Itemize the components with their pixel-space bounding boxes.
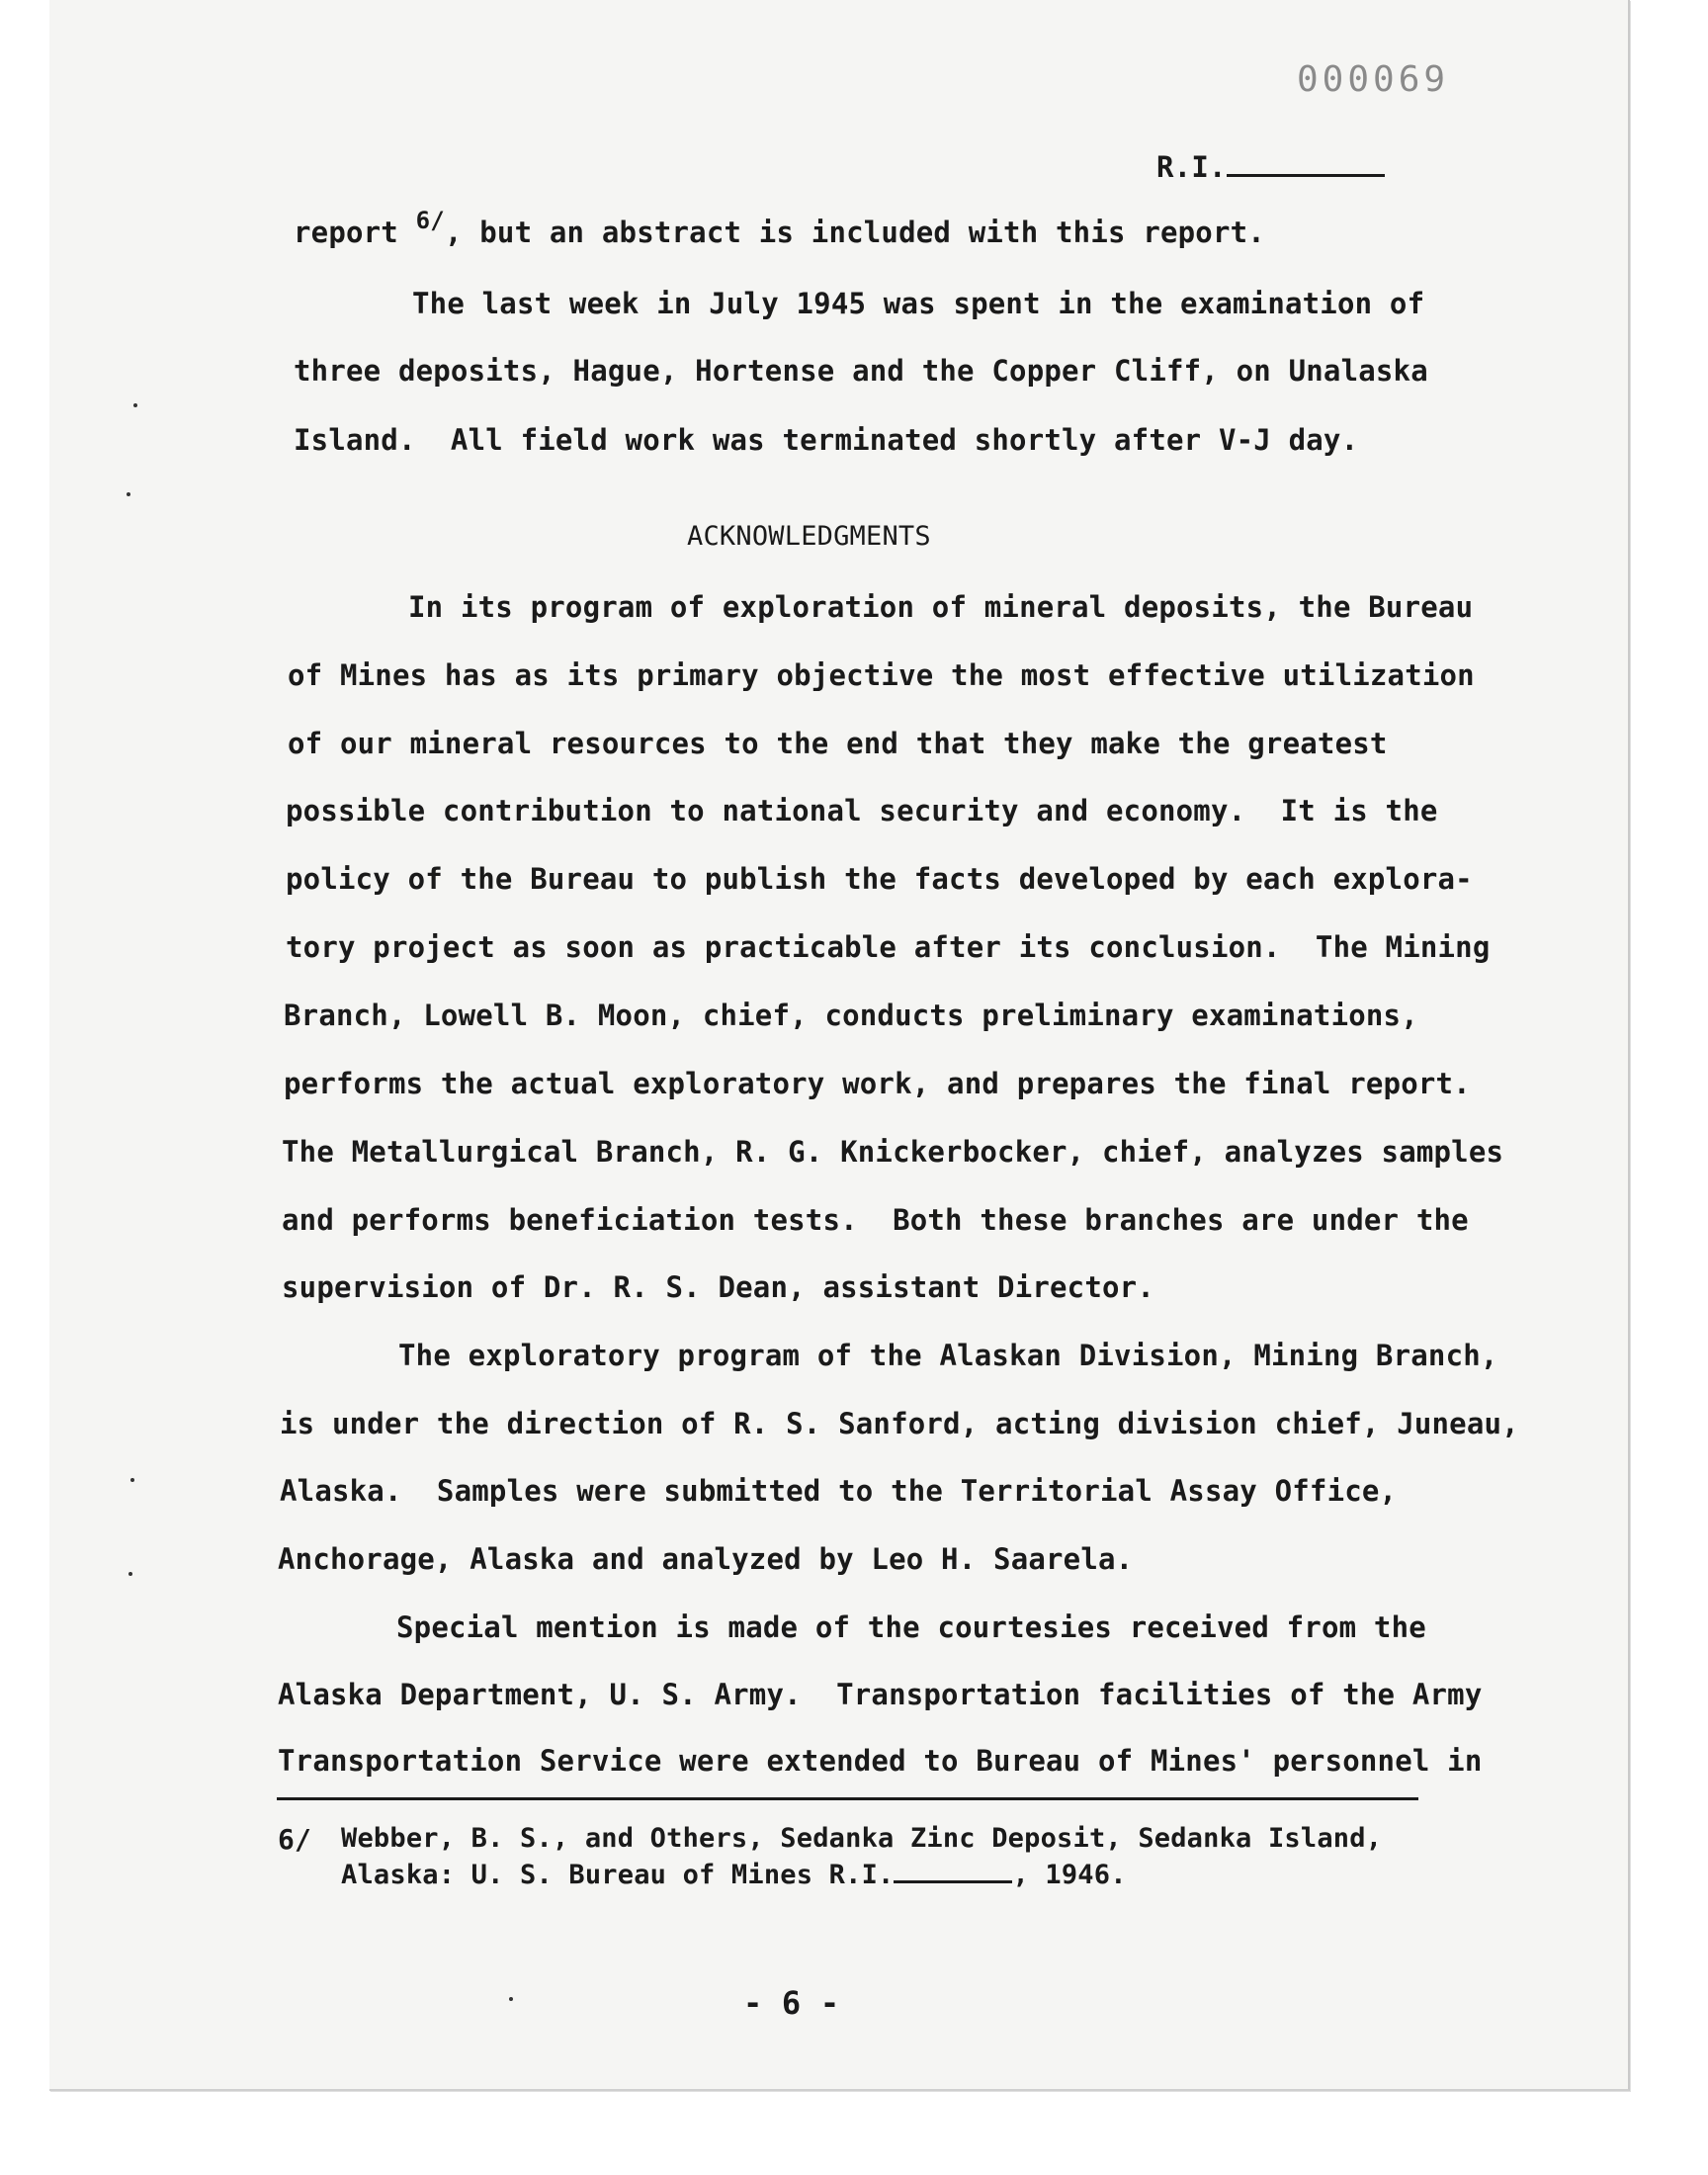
footnote-line: Webber, B. S., and Others, Sedanka Zinc Deposit, Sedanka Island, — [341, 1823, 1383, 1854]
report-number-label: R.I. — [1156, 150, 1227, 184]
body-line: is under the direction of R. S. Sanford, acting division chief, Juneau, — [280, 1407, 1519, 1440]
footnote-text: , 1946. — [1012, 1860, 1127, 1890]
body-line: In its program of exploration of mineral deposits, the Bureau — [408, 590, 1474, 624]
report-number-blank — [1227, 148, 1385, 177]
scan-speck — [128, 1572, 132, 1576]
page-stamp-number: 000069 — [1297, 59, 1450, 100]
footnote-text: Alaska: U. S. Bureau of Mines R.I. — [341, 1860, 895, 1890]
body-line: Anchorage, Alaska and analyzed by Leo H. Saarela. — [278, 1542, 1134, 1576]
body-line: Alaska Department, U. S. Army. Transportation facilities of the Army — [278, 1678, 1483, 1711]
body-line: and performs beneficiation tests. Both these branches are under the — [282, 1203, 1469, 1237]
body-text: , but an abstract is included with this report. — [444, 216, 1265, 249]
body-line: policy of the Bureau to publish the facts developed by each explora- — [286, 862, 1473, 896]
body-line: possible contribution to national security and economy. It is the — [286, 794, 1438, 827]
report-number-field — [1156, 148, 1385, 184]
body-line: three deposits, Hague, Hortense and the Copper Cliff, on Unalaska — [294, 354, 1428, 388]
body-line: of our mineral resources to the end that they make the greatest — [288, 727, 1388, 760]
scan-speck — [127, 492, 130, 496]
body-line: Transportation Service were extended to Bureau of Mines' personnel in — [278, 1744, 1483, 1778]
body-line: tory project as soon as practicable after its conclusion. The Mining — [286, 930, 1491, 964]
page-number: - 6 - — [743, 1984, 840, 2022]
body-line: of Mines has as its primary objective the most effective utilization — [288, 658, 1475, 692]
scan-speck — [130, 1478, 134, 1482]
body-text: report — [294, 216, 416, 249]
footnote-report-blank — [894, 1857, 1012, 1883]
footnote-reference: 6/ — [415, 207, 445, 234]
body-line: The exploratory program of the Alaskan Division, Mining Branch, — [398, 1339, 1498, 1372]
footnote-marker: 6/ — [278, 1823, 312, 1856]
body-line: supervision of Dr. R. S. Dean, assistant Director. — [282, 1270, 1154, 1304]
section-heading: ACKNOWLEDGMENTS — [687, 521, 931, 552]
body-line: The Metallurgical Branch, R. G. Knickerbocker, chief, analyzes samples — [282, 1135, 1504, 1169]
footnote-separator-rule — [277, 1797, 1418, 1800]
body-line: Branch, Lowell B. Moon, chief, conducts preliminary examinations, — [284, 999, 1418, 1032]
body-line: Special mention is made of the courtesies received from the — [396, 1610, 1426, 1644]
footnote-line — [341, 1857, 1127, 1890]
body-line — [294, 207, 1265, 249]
body-line: Island. All field work was terminated shortly after V-J day. — [294, 423, 1359, 457]
scan-speck — [133, 403, 137, 407]
body-line: performs the actual exploratory work, and prepares the final report. — [284, 1067, 1471, 1100]
body-line: Alaska. Samples were submitted to the Territorial Assay Office, — [280, 1474, 1398, 1508]
body-line: The last week in July 1945 was spent in the examination of — [412, 287, 1425, 320]
scan-speck — [509, 1997, 513, 2001]
